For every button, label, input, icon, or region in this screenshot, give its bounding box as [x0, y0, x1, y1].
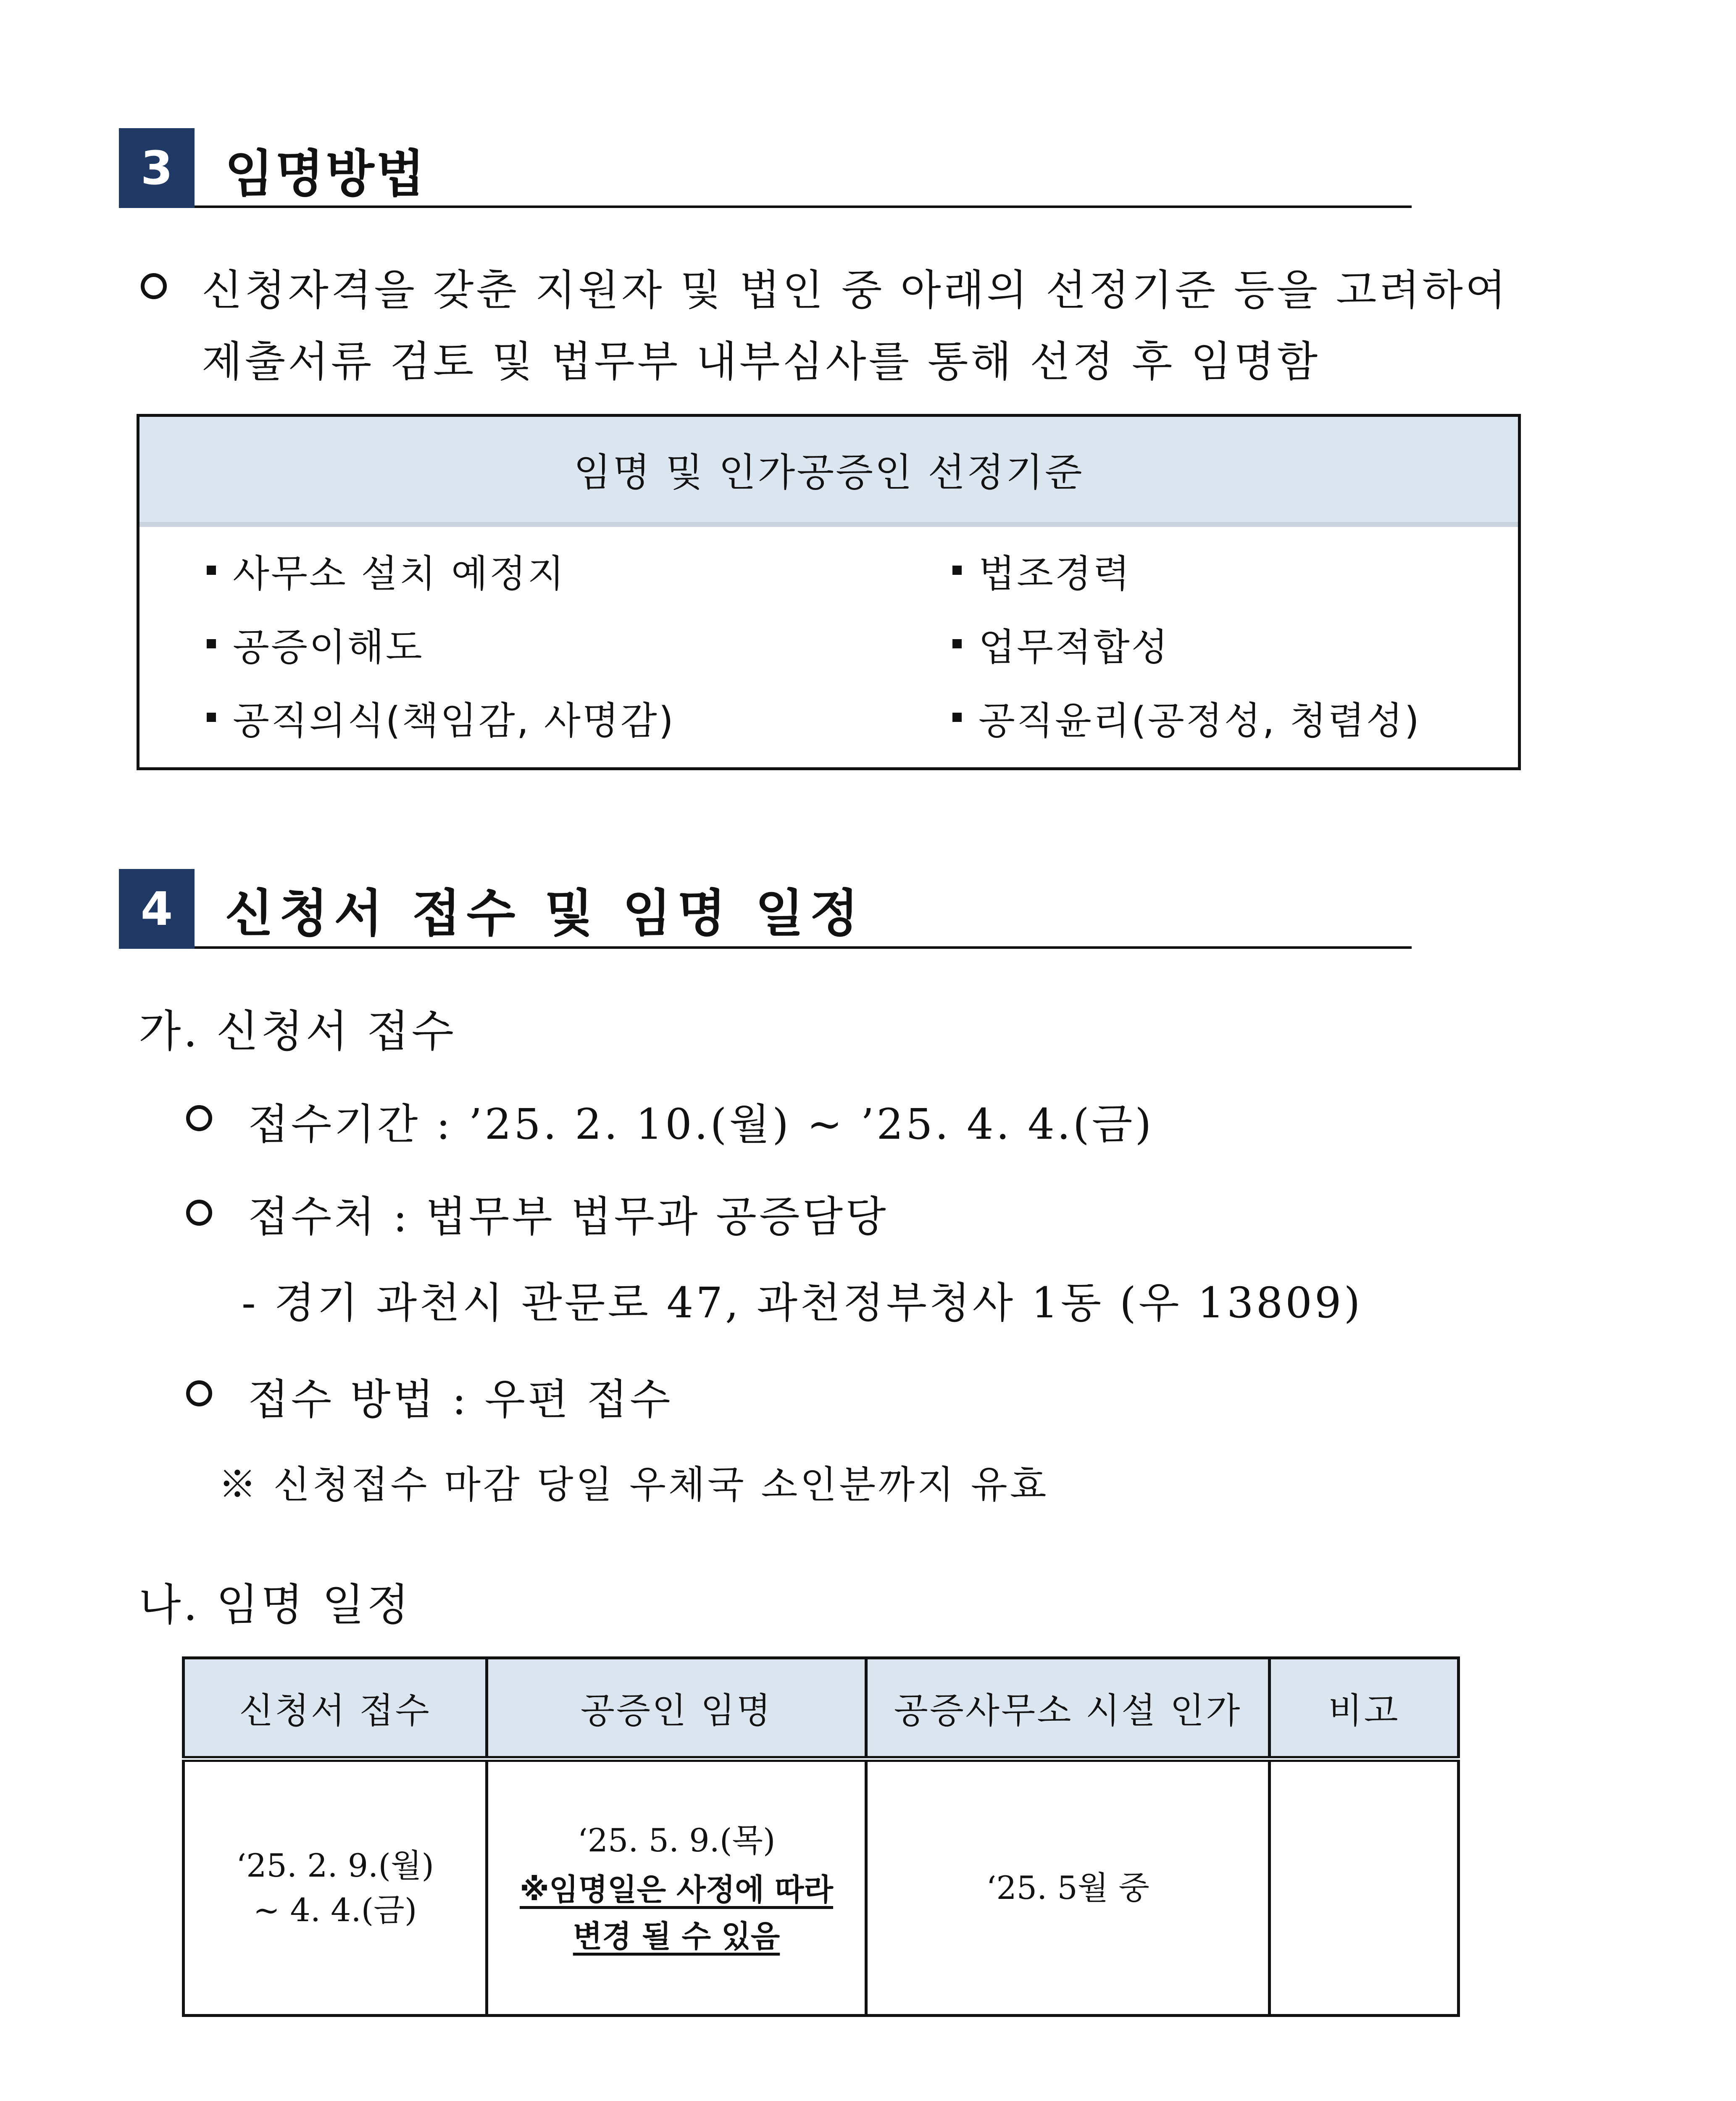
application-method: 접수 방법 : 우편 접수: [248, 1375, 673, 1424]
square-bullet-icon: [952, 566, 962, 575]
appointment-date: ‘25. 5. 9.(목): [577, 1822, 776, 1859]
schedule-data-row: [184, 1759, 1459, 2016]
criteria-item-label: 업무적합성: [978, 625, 1170, 669]
subsection-b-heading: 나. 임명 일정: [139, 1579, 412, 1630]
criteria-item-label: 공직의식(책임감, 사명감): [233, 699, 675, 743]
section-3-title: 임명방법: [225, 145, 426, 203]
schedule-header-row: [184, 1658, 1459, 1759]
criteria-item-label: 공직윤리(공정성, 청렴성): [978, 699, 1421, 743]
circle-bullet-icon: [186, 1380, 212, 1406]
application-date-cell: [184, 1759, 487, 2016]
circle-bullet-icon: [186, 1200, 212, 1226]
appointment-note-line-1: ※임명일은 사정에 따라: [519, 1872, 834, 1908]
criteria-item-label: 사무소 설치 예정지: [233, 552, 566, 596]
schedule-header-cell: 공증인 임명: [487, 1658, 866, 1759]
criteria-item: [207, 690, 675, 745]
section-3-bullet-line-2: 제출서류 검토 및 법무부 내부심사를 통해 선정 후 임명함: [202, 337, 1320, 386]
section-3-bullet-line-1: 신청자격을 갖춘 지원자 및 법인 중 아래의 선정기준 등을 고려하여: [202, 266, 1509, 315]
square-bullet-icon: [952, 713, 962, 722]
application-address: - 경기 과천시 관문로 47, 과천정부청사 1동 (우 13809): [242, 1278, 1363, 1327]
circle-bullet-icon: [186, 1105, 212, 1131]
criteria-header: 임명 및 인가공증인 선정기준: [139, 417, 1518, 527]
application-period: 접수기간 : ’25. 2. 10.(월) ~ ’25. 4. 4.(금): [248, 1100, 1154, 1149]
appointment-note-line-2: 변경 될 수 있음: [573, 1919, 780, 1954]
application-date-end: ~ 4. 4.(금): [253, 1891, 417, 1929]
criteria-item: [952, 543, 1131, 598]
criteria-box: [137, 414, 1521, 770]
square-bullet-icon: [207, 713, 216, 722]
section-3-underline: [195, 205, 1412, 208]
section-4-underline: [195, 946, 1412, 949]
application-note: ※ 신청접수 마감 당일 우체국 소인분까지 유효: [218, 1463, 1049, 1507]
subsection-a-heading: 가. 신청서 접수: [139, 1006, 456, 1057]
schedule-header-cell: 공증사무소 시설 인가: [866, 1658, 1270, 1759]
criteria-item-label: 공증이해도: [233, 625, 424, 669]
criteria-item: [952, 616, 1170, 671]
application-date-start: ‘25. 2. 9.(월): [236, 1846, 434, 1884]
criteria-item: [207, 616, 424, 671]
section-4-number: 4: [119, 869, 195, 949]
section-3-number: 3: [119, 128, 195, 208]
section-4-title: 신청서 접수 및 임명 일정: [225, 885, 865, 943]
facility-approval-cell: ‘25. 5월 중: [866, 1759, 1270, 2016]
square-bullet-icon: [952, 639, 962, 648]
criteria-item: [207, 543, 566, 598]
schedule-header-cell: 신청서 접수: [184, 1658, 487, 1759]
criteria-item-label: 법조경력: [978, 552, 1131, 596]
square-bullet-icon: [207, 566, 216, 575]
schedule-header-cell: 비고: [1270, 1658, 1459, 1759]
square-bullet-icon: [207, 639, 216, 648]
circle-bullet-icon: [141, 273, 167, 299]
remarks-cell: [1270, 1759, 1459, 2016]
appointment-date-cell: [487, 1759, 866, 2016]
criteria-item: [952, 690, 1421, 745]
schedule-table: [182, 1656, 1460, 2017]
application-place: 접수처 : 법무부 법무과 공증담당: [248, 1192, 889, 1241]
